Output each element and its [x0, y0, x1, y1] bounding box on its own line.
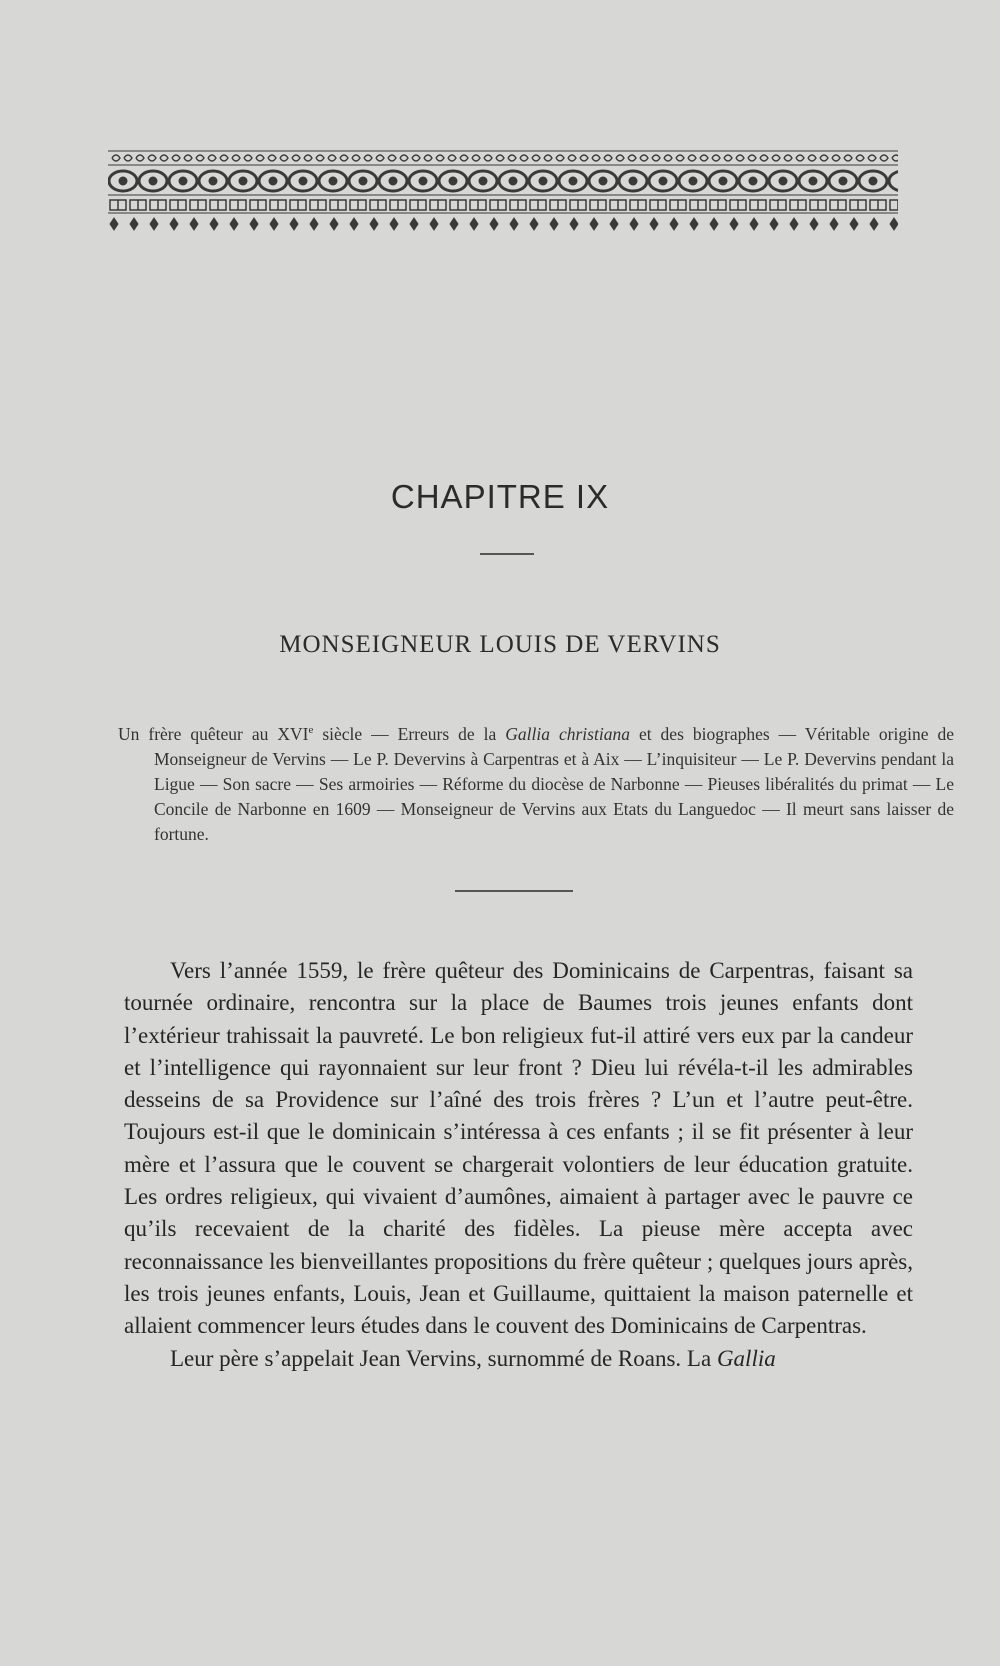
body-text — [124, 955, 913, 1375]
summary-superscript: e — [308, 724, 314, 736]
paragraph-italic: Gallia — [716, 1345, 776, 1371]
paragraph — [124, 1343, 913, 1375]
summary-italic-title: Gallia christiana — [505, 723, 630, 744]
divider-long — [455, 890, 573, 892]
chapter-summary — [118, 718, 954, 847]
decorative-border-icon — [108, 150, 898, 245]
chapter-heading: CHAPITRE IX — [390, 478, 610, 515]
summary-text-3: et des biographes — Véritable origine de Monseigneur de Vervins — Le P. Devervins à Carpentras et à Aix — L’inquisiteur — Le P. Devervins pendant la Ligue — Son sacre — Ses armoiries — Réforme du diocèse de Narbonne — Pieuses libéralités du primat — Le Concile de Narbonne en 1609 — Monseigneur de Vervins aux Etats du Languedoc — Il meurt sans laisser de fortune. — [154, 723, 954, 844]
summary-text-1: Un frère quêteur au XVI — [118, 723, 309, 744]
summary-text-2: siècle — Erreurs de la — [313, 723, 506, 744]
divider-short — [480, 553, 534, 555]
chapter-title: MONSEIGNEUR LOUIS DE VERVINS — [279, 631, 721, 658]
paragraph: Vers l’année 1559, le frère quêteur des Dominicains de Carpentras, faisant sa tournée ordinaire, rencontra sur la place de Baumes trois jeunes enfants dont l’extérieur trahissait la pauvreté. Le bon religieux fut-il attiré vers eux par la candeur et l’intelligence qui rayonnaient sur leur front ? Dieu lui révéla-t-il les admirables desseins de sa Providence sur l’aîné des trois frères ? L’un et l’autre peut-être. Toujours est-il que le dominicain s’intéressa à ces enfants ; il se fit présenter à leur mère et l’assura que le couvent se chargerait volontiers de leur éducation gratuite. Les ordres religieux, qui vivaient d’aumônes, aimaient à partager avec le pauvre ce qu’ils recevaient de la charité des fidèles. La pieuse mère accepta avec reconnaissance les bienveillantes propositions du frère quêteur ; quelques jours après, les trois jeunes enfants, Louis, Jean et Guillaume, quittaient la maison paternelle et allaient commencer leurs études dans le couvent des Dominicains de Carpentras. — [124, 958, 913, 1339]
paragraph-text: Leur père s’appelait Jean Vervins, surnommé de Roans. La — [170, 1345, 717, 1371]
